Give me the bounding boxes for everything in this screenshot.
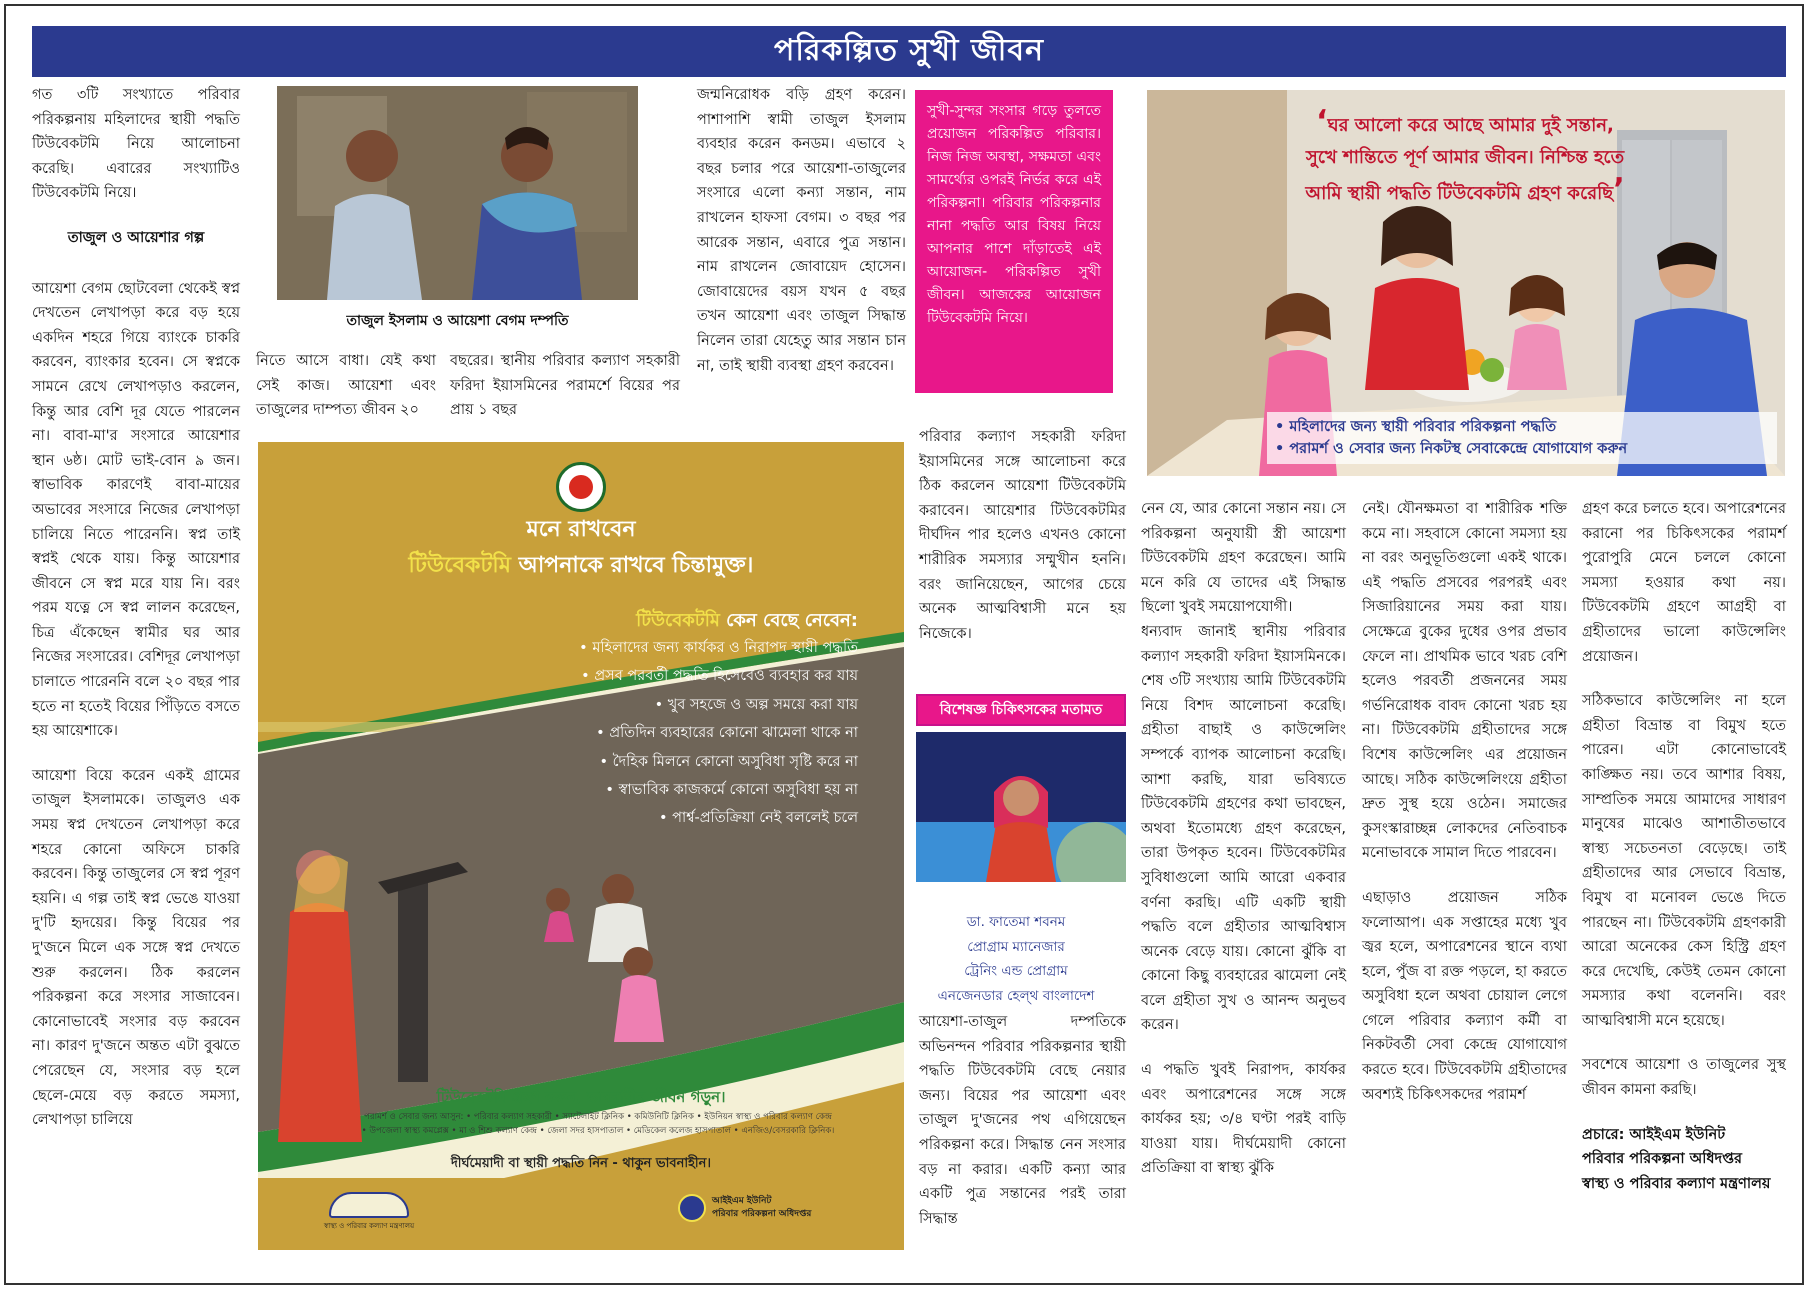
iem-logo [678,1194,878,1222]
intro-paragraph: গত ৩টি সংখ্যাতে পরিবার পরিকল্পনায় মহিলাদের স্থায়ী পদ্ধতি টিউবেকটমি নিয়ে আলোচনা করেছি। এবারের সংখ্যাটিও টিউবেকটমি নিয়ে। [32,87,240,202]
iem-logo-line2: পরিবার পরিকল্পনা অধিদপ্তর [712,1209,812,1219]
poster-title-line1: মনে রাখবেন [526,517,636,542]
couple-illustration [277,86,638,300]
column-7 [1362,497,1567,1107]
couple-photo [277,86,638,300]
family-photo-bullets [1267,412,1777,464]
column-8-paragraph-2: সঠিকভাবে কাউন্সেলিং না হলে গ্রহীতা বিভ্রান্ত বা বিমুখ হতে পারেন। এটা কোনোভাবেই কাঙ্ক্ষিত নয়। তবে আশার বিষয়, সাম্প্রতিক সময়ে আমাদের সাধারণ মানুষের মাঝেও আশাতীতভাবে স্বাস্থ্য সচেতনতা বেড়েছে। তাই গ্রহীতাদের আর সেভাবে বিভ্রান্ত, বিমুখ বা মনোবল ভেঙে দিতে পারছেন না। টিউবেকটমি গ্রহণকারী আরো অনেকের কেস হিস্ট্রি গ্রহণ করে দেখেছি, কেউই তেমন কোনো সমস্যার কথা বলেননি। বরং আত্মবিশ্বাসী মনে হয়েছে। [1582,693,1786,1029]
expert-org: এনজেনডার হেল্থ বাংলাদেশ [937,987,1095,1004]
poster-title-highlight: টিউবেকটমি [408,553,511,578]
family-photo [1147,90,1785,476]
quote-line-1: ঘর আলো করে আছে আমার দুই সন্তান, [1327,115,1614,136]
publisher-credit-1: প্রচারে: আইইএম ইউনিট [1582,1126,1726,1143]
couple-photo-caption: তাজুল ইসলাম ও আয়েশা বেগম দম্পতি [346,313,569,329]
column-5-bottom [919,1010,1126,1231]
poster-bullet-list [438,634,858,833]
ministry-logo-icon [329,1192,409,1218]
expert-opinion-heading-text: বিশেষজ্ঞ চিকিৎসকের মতামত [939,702,1103,718]
column-6-paragraph-3: এ পদ্ধতি খুবই নিরাপদ, কার্যকর এবং অপারেশনের সঙ্গে সঙ্গে কার্যকর হয়; ৩/৪ ঘণ্টা পরই বাড়ি যাওয়া যায়। দীর্ঘমেয়াদী কোনো প্রতিক্রিয়া বা স্বাস্থ্য ঝুঁকি [1141,1062,1346,1177]
page-banner [32,26,1786,77]
column-6-paragraph-2: ধন্যবাদ জানাই স্থানীয় পরিবার কল্যাণ সহকারী ফরিদা ইয়াসমিনকে। শেষ ৩টি সংখ্যায় আমি টিউবেকটমি নিয়ে বিশদ আলোচনা করেছি। গ্রহীতা বাছাই ও কাউন্সেলিং সম্পর্কে ব্যাপক আলোচনা করেছি। আশা করছি, যারা ভবিষ্যতে টিউবেকটমি গ্রহণের কথা ভাবছেন, অথবা ইতোমধ্যে গ্রহণ করেছেন, তারা উপকৃত হবেন। টিউবেকটমির সুবিধাগুলো আমি আরো একবার বর্ণনা করছি। এটি একটি স্থায়ী পদ্ধতি বলে গ্রহীতার আত্মবিশ্বাস অনেক বেড়ে যায়। কোনো ঝুঁকি বা কোনো কিছু ব্যবহারের ঝামেলা নেই বলে গ্রহীতা সুখ ও আনন্দ অনুভব করেন। [1141,623,1346,1034]
poster-slogan: টিউবেকটমি গ্রহণ করুন, ভাবনাহীন জীবন গড়ুন। [436,1088,726,1106]
poster-bullet-item: • প্রতিদিন ব্যবহারের কোনো ঝামেলা থাকে না [596,725,858,742]
poster-bullet-item: • স্বাভাবিক কাজকর্মে কোনো অসুবিধা হয় না [605,782,858,799]
intro-highlight-box [915,90,1113,393]
intro-highlight-text: সুখী-সুন্দর সংসার গড়ে তুলতে প্রয়োজন পরিকল্পিত পরিবার। নিজ নিজ অবস্থা, সক্ষমতা এবং সামর্থ্যের ওপরই নির্ভর করে এই পরিকল্পনা। পরিবার পরিকল্পনার নানা পদ্ধতি আর বিষয় নিয়ে আপনার পাশে দাঁড়াতেই এই আয়োজন- পরিকল্পিত সুখী জীবন। আজকের আয়োজন টিউবেকটমি নিয়ে। [927,103,1101,326]
column-3-text: বছরের। স্থানীয় পরিবার কল্যাণ সহকারী ফরিদা ইয়াসমিনের পরামর্শে বিয়ের পর প্রায় ১ বছর [450,353,680,419]
iem-logo-icon [678,1194,706,1222]
poster-why-highlight: টিউবেকটমি [636,610,720,631]
poster-tagline: দীর্ঘমেয়াদী বা স্থায়ী পদ্ধতি নিন - থাকুন ভাবনাহীন। [450,1156,712,1171]
ministry-logo [314,1192,424,1232]
expert-credit [916,910,1116,1008]
expert-illustration [916,732,1126,882]
poster-contact-line-2: • উপজেলা স্বাস্থ্য কমপ্লেক্স • মা ও শিশু কল্যাণ কেন্দ্র • জেলা সদর হাসপাতাল • মেডিকেল কলেজ হাসপাতাল • এনজিও/বেসরকারি ক্লিনিক। [361,1126,835,1136]
story-subheading: তাজুল ও আয়েশার গল্প [67,229,205,246]
family-bullet-2: • পরামর্শ ও সেবার জন্য নিকটস্থ সেবাকেন্দ্রে যোগাযোগ করুন [1275,441,1628,457]
family-quote [1165,106,1765,210]
publisher-credit-3: স্বাস্থ্য ও পরিবার কল্যাণ মন্ত্রণালয় [1582,1175,1771,1192]
poster-bullet-item: • দৈহিক মিলনে কোনো অসুবিধা সৃষ্টি করে না [599,753,858,770]
column-7-paragraph-1: নেই। যৌনক্ষমতা বা শারীরিক শক্তি কমে না। সহবাসে কোনো সমস্যা হয় না বরং অনুভূতিগুলো একই থাকে। এই পদ্ধতি প্রসবের পরপরই এবং সিজারিয়ানের সময় করা যায়। সেক্ষেত্রে বুকের দুধের ওপর প্রভাব ফেলে না। প্রাথমিক ভাবে খরচ বেশি হলেও পরবর্তী প্রজননের সময় গর্ভনিরোধক বাবদ কোনো খরচ হয় না। টিউবেকটমি গ্রহীতাদের সঙ্গে বিশেষ কাউন্সেলিং এর প্রয়োজন আছে। সঠিক কাউন্সেলিংয়ে গ্রহীতা দ্রুত সুস্থ হয়ে ওঠেন। সমাজের কুসংস্কারাচ্ছন্ন লোকদের নেতিবাচক মনোভাবকে সামাল দিতে পারবেন। [1362,501,1567,862]
column-4 [697,83,906,378]
poster-bullet-item: • খুব সহজে ও অল্প সময়ে করা যায় [654,696,858,713]
story-paragraph-1: আয়েশা বেগম ছোটবেলা থেকেই স্বপ্ন দেখতেন লেখাপড়া করে বড় হয়ে একদিন শহরে গিয়ে ব্যাংকে চাকরি করবেন, ব্যাংকার হবেন। সে স্বপ্নকে সামনে রেখে লেখাপড়াও করলেন, কিন্তু আর বেশি দূর যেতে পারলেন না। বাবা-মা'র সংসারে আয়েশার স্থান ৬ষ্ঠ। মোট ভাই-বোন ৯ জন। স্বাভাবিক কারণেই বাবা-মায়ের অভাবের সংসারে নিজের লেখাপড়া চালিয়ে নিতে পারেননি। স্বপ্ন তাই স্বপ্নই থেকে যায়। কিন্তু আয়েশার জীবনে সে স্বপ্ন মরে যায় নি। বরং পরম যত্নে সে স্বপ্ন লালন করেছেন, চিত্র এঁকেছেন স্বামীর ঘর আর নিজের সংসারের। বেশিদূর লেখাপড়া চালাতে পারেননি বলে ২০ বছর পার হতে না হতেই বিয়ের পিঁড়িতে বসতে হয় আয়েশাকে। [32,280,240,740]
column-6 [1141,497,1346,1181]
column-7-paragraph-2: এছাড়াও প্রয়োজন সঠিক ফলোআপ। এক সপ্তাহের মধ্যে খুব জ্বর হলে, অপারেশনের স্থানে ব্যথা হলে, পুঁজ বা রক্ত পড়লে, হা করতে অসুবিধা হলে অথবা চোয়াল লেগে গেলে পরিবার কল্যাণ কর্মী বা নিকটবর্তী সেবা কেন্দ্রে যোগাযোগ করতে হবে। টিউবেকটমি গ্রহীতাদের অবশ্যই চিকিৎসকদের পরামর্শ [1362,889,1567,1103]
poster-bullet-item: • মহিলাদের জন্য কার্যকর ও নিরাপদ স্থায়ী পদ্ধতি [579,640,858,656]
column-8-paragraph-3: সবশেষে আয়েশা ও তাজুলের সুস্থ জীবন কামনা করছি। [1582,1057,1786,1099]
expert-name: ডা. ফাতেমা শবনম [966,914,1066,930]
column-4-text: জন্মনিরোধক বড়ি গ্রহণ করেন। পাশাপাশি স্বামী তাজুল ইসলাম ব্যবহার করেন কনডম। এভাবে ২ বছর চলার পরে আয়েশা-তাজুলের সংসারে এলো কন্যা সন্তান, নাম রাখলেন হাফসা বেগম। ৩ বছর পর আরেক সন্তান, এবারে পুত্র সন্তান। নাম রাখলেন জোবায়েদ হোসেন। জোবায়েদের বয়স যখন ৫ বছর তখন আয়েশা এবং তাজুল সিদ্ধান্ত নিলেন তারা যেহেতু আর সন্তান চান না, তাই স্থায়ী ব্যবস্থা গ্রহণ করবেন। [697,87,906,374]
ministry-logo-caption: স্বাস্থ্য ও পরিবার কল্যাণ মন্ত্রণালয় [323,1222,415,1230]
poster-why-rest: কেন বেছে নেবেন: [719,610,858,631]
quote-open-mark: ‘ [1316,104,1328,139]
poster-title-rest: আপনাকে রাখবে চিন্তামুক্ত। [510,553,754,578]
poster-why-heading [558,606,858,637]
iem-logo-line1: আইইএম ইউনিট [712,1196,772,1206]
story-paragraph-2: আয়েশা বিয়ে করেন একই গ্রামের তাজুল ইসলামকে। তাজুলও এক সময় স্বপ্ন দেখতেন লেখাপড়া করে শহরে কোনো অফিসে চাকরি করবেন। কিন্তু তাজুলের সে স্বপ্ন পূরণ হয়নি। এ গল্প তাই স্বপ্ন ভেঙে যাওয়া দু'টি হৃদয়ের। কিন্তু বিয়ের পর দু'জনে মিলে এক সঙ্গে স্বপ্ন দেখতে শুরু করলেন। ঠিক করলেন পরিকল্পনা করে সংসার সাজাবেন। কোনোভাবেই সংসার বড় করবেন না। কারণ দু'জনে অন্তত এটা বুঝতে পেরেছেন যে, সংসার বড় হলে ছেলে-মেয়ে বড় করতে সমস্যা, লেখাপড়া চালিয়ে [32,767,240,1129]
column-5-paragraph-2: আয়েশা-তাজুল দম্পতিকে অভিনন্দন পরিবার পরিকল্পনার স্থায়ী পদ্ধতি টিউবেকটমি বেছে নেয়ার জন্য। বিয়ের পর আয়েশা এবং তাজুল দু'জনের পথ এগিয়েছেন পরিকল্পনা করে। সিদ্ধান্ত নেন সংসার বড় না করার। একটি কন্যা আর একটি পুত্র সন্তানের পরই তারা সিদ্ধান্ত [919,1014,1126,1227]
expert-photo [916,732,1126,882]
quote-close-mark: ’ [1613,172,1625,207]
column-5-paragraph-1: পরিবার কল্যাণ সহকারী ফরিদা ইয়াসমিনের সঙ্গে আলোচনা করে ঠিক করলেন আয়েশা টিউবেকটমি করাবেন। আয়েশার টিউবেকটমির দীর্ঘদিন পার হলেও এখনও কোনো শারীরিক সমস্যার সম্মুখীন হননি। বরং জানিয়েছেন, আগের চেয়ে অনেক আত্মবিশ্বাসী মনে হয় নিজেকে। [919,429,1126,642]
poster-bullet-item: • প্রসব পরবর্তী পদ্ধতি হিসেবেও ব্যবহার কর যায় [581,668,858,685]
column-5 [919,425,1126,646]
quote-line-3: আমি স্থায়ী পদ্ধতি টিউবেকটমি গ্রহণ করেছি [1305,183,1614,204]
expert-opinion-heading [916,694,1126,726]
publisher-credits [1582,1123,1786,1197]
quote-line-2: সুখে শান্তিতে পূর্ণ আমার জীবন। নিশ্চিন্ত হতে [1305,147,1625,168]
column-2 [256,349,436,423]
column-3 [450,349,680,423]
poster-title [258,512,904,584]
govt-emblem-icon [556,462,606,512]
expert-role-1: প্রোগ্রাম ম্যানেজার [967,938,1065,955]
column-8-paragraph-1: গ্রহণ করে চলতে হবে। অপারেশনের করানো পর চিকিৎসকের পরামর্শ পুরোপুরি মেনে চললে কোনো সমস্যা হওয়ার কথা নয়। টিউবেকটমি গ্রহণে আগ্রহী বা গ্রহীতাদের ভালো কাউন্সেলিং প্রয়োজন। [1582,501,1786,665]
poster-contact [318,1110,878,1138]
poster-contact-line-1: পরামর্শ ও সেবার জন্য আসুন: • পরিবার কল্যাণ সহকারী • স্যাটেলাইট ক্লিনিক • কমিউনিটি ক্লিনিক • ইউনিয়ন স্বাস্থ্য ও পরিবার কল্যাণ কেন্দ্র [364,1112,832,1122]
publisher-credit-2: পরিবার পরিকল্পনা অধিদপ্তর [1582,1151,1742,1168]
column-8 [1582,497,1786,1196]
column-2-text: নিতে আসে বাধা। যেই কথা সেই কাজ। আয়েশা এবং তাজুলের দাম্পত্য জীবন ২০ [256,353,436,419]
column-1 [32,83,240,1133]
expert-role-2: ট্রেনিং এন্ড প্রোগ্রাম [964,963,1068,980]
poster-bullet-item: • পার্শ্ব-প্রতিক্রিয়া নেই বললেই চলে [659,810,858,827]
banner-title: পরিকল্পিত সুখী জীবন [774,33,1044,68]
family-bullet-1: • মহিলাদের জন্য স্থায়ী পরিবার পরিকল্পনা পদ্ধতি [1275,419,1557,435]
tubectomy-poster [258,442,904,1250]
column-6-paragraph-1: নেন যে, আর কোনো সন্তান নয়। সে পরিকল্পনা অনুযায়ী স্ত্রী আয়েশা টিউবেকটমি গ্রহণ করেছেন। আমি মনে করি যে তাদের এই সিদ্ধান্ত ছিলো খুবই সময়োপযোগী। [1141,501,1346,616]
